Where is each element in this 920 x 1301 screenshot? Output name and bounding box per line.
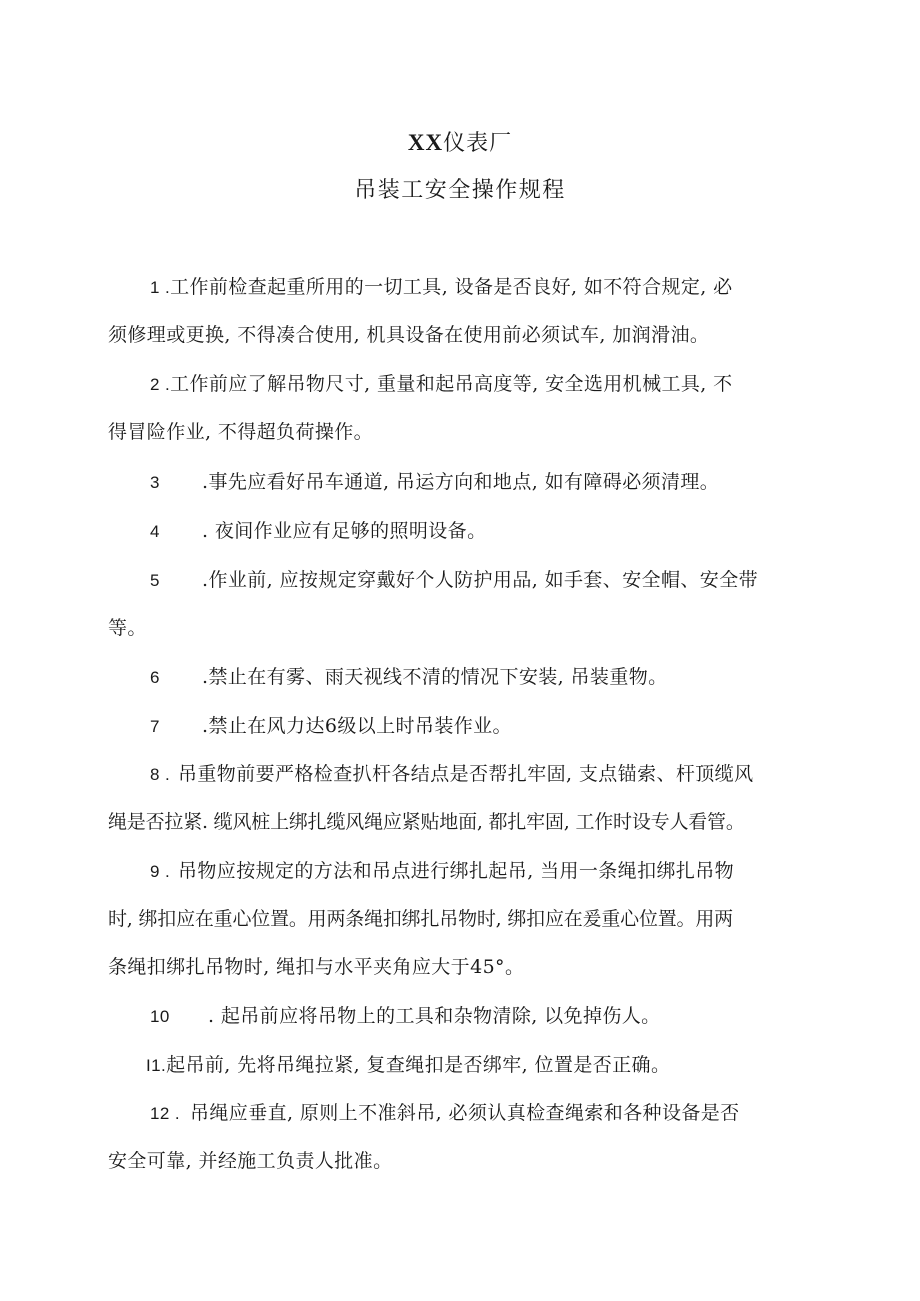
rule-item-3 xyxy=(108,458,828,506)
rule-line xyxy=(108,750,828,798)
rule-number: I1. xyxy=(146,1056,167,1075)
rule-line xyxy=(108,702,828,750)
rule-number: 10 xyxy=(150,1007,170,1026)
rule-item-5 xyxy=(108,556,828,652)
rule-text: 工作前检查起重所用的一切工具, 设备是否良好, 如不符合规定, 必 xyxy=(170,276,733,298)
rule-number: 2 . xyxy=(150,375,171,394)
rule-item-12 xyxy=(108,1089,828,1185)
rule-item-9 xyxy=(108,847,828,991)
rule-item-6 xyxy=(108,653,828,701)
rule-line: 绳是否拉紧. 缆风桩上绑扎缆风绳应紧贴地面, 都扎牢固, 工作时设专人看管。 xyxy=(108,811,745,833)
rule-number: 9 . xyxy=(150,862,171,881)
rule-number: 4 xyxy=(150,522,160,541)
rule-item-11 xyxy=(108,1041,828,1089)
rule-text: .禁止在有雾、雨天视线不清的情况下安装, 吊装重物。 xyxy=(202,666,668,688)
rule-number: 5 xyxy=(150,571,160,590)
rule-text: 吊绳应垂直, 原则上不准斜吊, 必须认真检查绳索和各种设备是否 xyxy=(190,1102,740,1124)
rule-line: 等。 xyxy=(108,617,147,639)
rule-number: 1 . xyxy=(150,278,171,297)
rule-text: 工作前应了解吊物尺寸, 重量和起吊高度等, 安全选用机械工具, 不 xyxy=(170,373,733,395)
rule-text: .作业前, 应按规定穿戴好个人防护用品, 如手套、安全帽、安全带 xyxy=(202,569,758,591)
rule-line xyxy=(108,556,828,604)
organization-prefix: XX xyxy=(407,130,444,155)
rule-item-1 xyxy=(108,263,828,359)
rule-text: . 夜间作业应有足够的照明设备。 xyxy=(202,520,487,542)
rule-line: 安全可靠, 并经施工负责人批准。 xyxy=(108,1150,393,1172)
rule-line xyxy=(108,992,828,1040)
rule-text: . 起吊前应将吊物上的工具和杂物清除, 以免掉伤人。 xyxy=(208,1005,661,1027)
document-title: 吊装工安全操作规程 xyxy=(354,178,566,203)
rule-item-8 xyxy=(108,750,828,846)
rule-line xyxy=(108,458,828,506)
rule-line xyxy=(108,847,828,895)
rule-text: 吊物应按规定的方法和吊点进行绑扎起吊, 当用一条绳扣绑扎吊物 xyxy=(178,860,735,882)
rule-line xyxy=(108,1089,828,1137)
rule-text: .事先应看好吊车通道, 吊运方向和地点, 如有障碍必须清理。 xyxy=(202,471,720,493)
rule-item-7 xyxy=(108,702,828,750)
rule-line xyxy=(108,1041,828,1089)
rule-number: 6 xyxy=(150,668,160,687)
organization-title xyxy=(0,128,920,159)
rule-item-2 xyxy=(108,360,828,456)
rule-item-4 xyxy=(108,507,828,555)
rule-number: 7 xyxy=(150,717,160,736)
rule-text: 起吊前, 先将吊绳拉紧, 复查绳扣是否绑牢, 位置是否正确。 xyxy=(166,1054,671,1076)
rule-line xyxy=(108,263,828,311)
rule-text: 吊重物前要严格检查扒杆各结点是否帮扎牢固, 支点锚索、杆顶缆风 xyxy=(178,763,754,785)
rule-line: 条绳扣绑扎吊物时, 绳扣与水平夹角应大于45°。 xyxy=(108,956,525,978)
rule-line: 时, 绑扣应在重心位置。用两条绳扣绑扎吊物时, 绑扣应在爰重心位置。用两 xyxy=(108,908,733,930)
rule-line: 须修理或更换, 不得凑合使用, 机具设备在使用前必须试车, 加润滑油。 xyxy=(108,324,710,346)
rule-number: 8 . xyxy=(150,765,171,784)
rule-line xyxy=(108,360,828,408)
rule-number: 3 xyxy=(150,473,160,492)
rule-line xyxy=(108,653,828,701)
rule-number: 12 . xyxy=(150,1104,180,1123)
organization-name: 仪表厂 xyxy=(443,131,513,156)
rule-item-10 xyxy=(108,992,828,1040)
rule-line xyxy=(108,507,828,555)
rule-text: .禁止在风力达6级以上时吊装作业。 xyxy=(202,715,512,737)
rule-line: 得冒险作业, 不得超负荷操作。 xyxy=(108,421,374,443)
